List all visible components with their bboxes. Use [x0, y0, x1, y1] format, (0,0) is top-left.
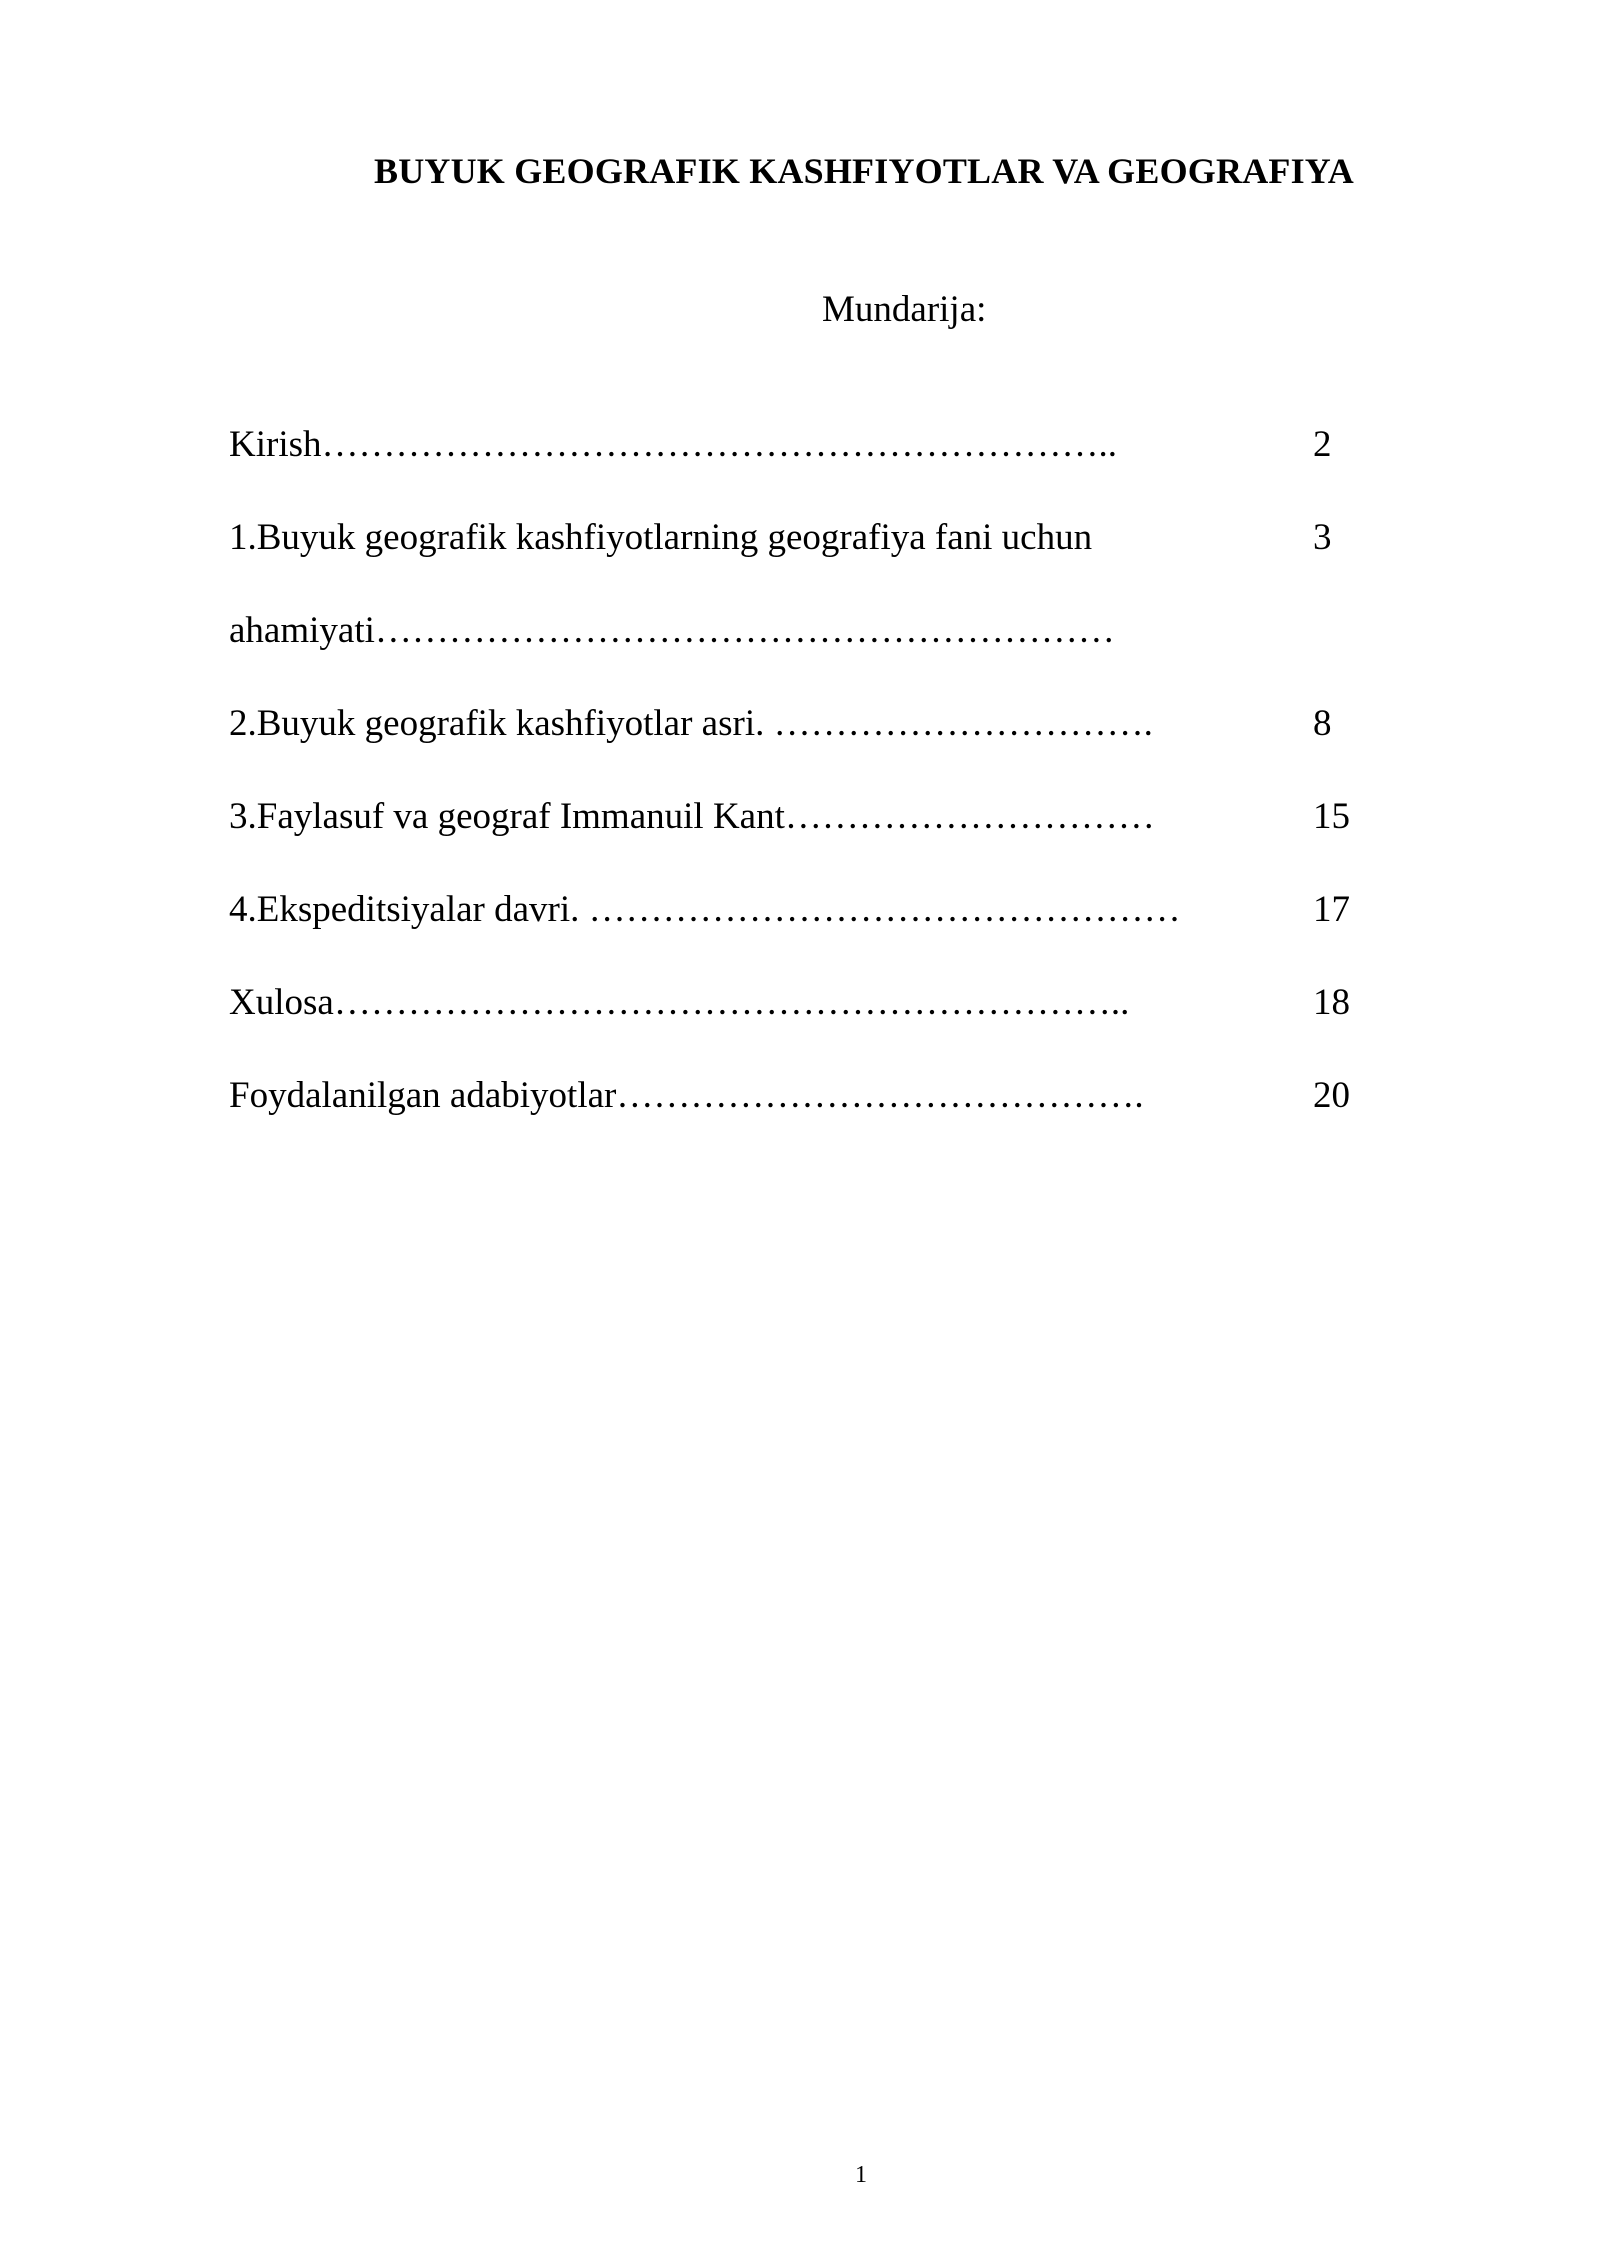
toc-entry-page-number: 20 — [1313, 1075, 1350, 1116]
page-number: 1 — [855, 2162, 867, 2188]
toc-entry-title: 2.Buyuk geografik kashfiyotlar asri. …………………………. — [229, 703, 1153, 744]
toc-entry-page-number: 15 — [1313, 796, 1350, 837]
toc-entry-title: 4.Ekspeditsiyalar davri. ………………………………………… — [229, 889, 1181, 930]
toc-entry-title: Xulosa……………………………………………………….. — [229, 982, 1130, 1023]
toc-entry-page-number: 18 — [1313, 982, 1350, 1023]
toc-entry-title: ahamiyati…………………………………………………… — [229, 610, 1115, 651]
toc-entry-title: 3.Faylasuf va geograf Immanuil Kant………………………… — [229, 796, 1155, 837]
toc-entry-page-number: 2 — [1313, 424, 1332, 465]
toc-entry-page-number: 17 — [1313, 889, 1350, 930]
toc-entry-page-number: 8 — [1313, 703, 1332, 744]
toc-entry-title: Foydalanilgan adabiyotlar……………………………………. — [229, 1075, 1144, 1116]
toc-heading: Mundarija: — [822, 289, 987, 330]
toc-entry-page-number: 3 — [1313, 517, 1332, 558]
document-title: BUYUK GEOGRAFIK KASHFIYOTLAR VA GEOGRAFIYA — [374, 151, 1354, 191]
toc-entry-title: Kirish……………………………………………………….. — [229, 424, 1117, 465]
toc-entry-title: 1.Buyuk geografik kashfiyotlarning geografiya fani uchun — [229, 517, 1093, 558]
